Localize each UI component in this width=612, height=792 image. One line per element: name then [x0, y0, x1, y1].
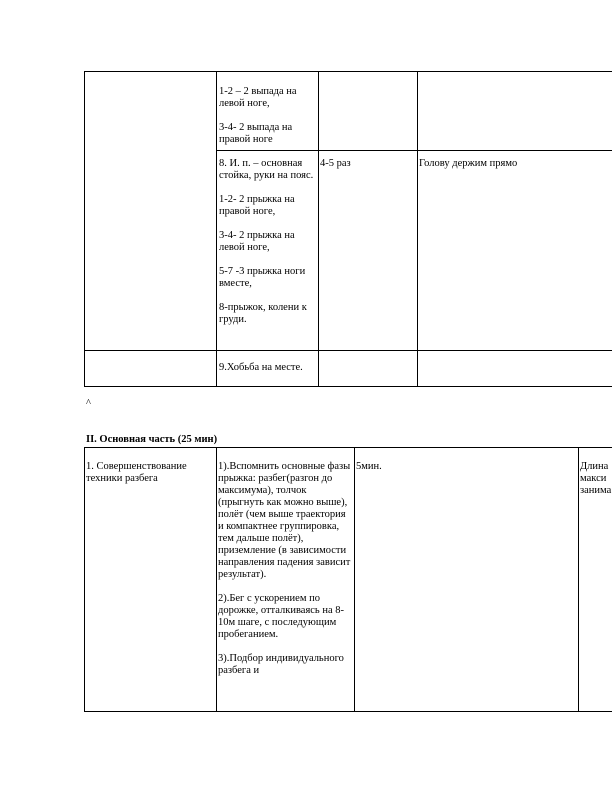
main-table-border-bottom: [84, 711, 612, 712]
column-divider-1: [216, 71, 217, 386]
table-border-left: [84, 71, 85, 386]
main-notes-cell: Длина макси занима: [580, 461, 612, 496]
warmup-row-2-dosage: 4-5 раз: [320, 158, 351, 169]
main-table-border-top: [84, 447, 612, 448]
main-table-border-left: [84, 447, 85, 712]
main-column-divider-2: [354, 447, 355, 712]
row-divider-2: [84, 350, 612, 351]
warmup-row-2-exercise: 8. И. п. – основная стойка, руки на пояс. 1-2- 2 прыжка на правой ноге, 3-4- 2 прыжка на левой ноге, 5-7 -3 прыжка ноги вместе, 8-прыжок, колени к груди.: [219, 158, 314, 325]
main-task-cell: 1. Совершенствование техники разбега: [86, 461, 187, 484]
caret-mark: ^: [86, 398, 91, 409]
main-dosage-cell: 5мин.: [356, 461, 382, 472]
main-column-divider-3: [578, 447, 579, 712]
main-column-divider-1: [216, 447, 217, 712]
main-content-cell: 1).Вспомнить основные фазы прыжка: разбег(разгон до максимума), толчок (прыгнуть как можно выше), полёт (чем выше траектория и компактнее группировка, тем дальше полёт), приземление (в зависимости направления падения зависит результат). 2).Бег с ускорением по дорожке, отталкиваясь на 8-10м шаге, с последующим пробеганием. 3).Подбор индивидуального разбега и: [218, 461, 351, 676]
warmup-row-2-notes: Голову держим прямо: [419, 158, 518, 169]
column-divider-2: [318, 71, 319, 386]
column-divider-3: [417, 71, 418, 386]
warmup-row-1-exercise: 1-2 – 2 выпада на левой ноге, 3-4- 2 выпада на правой ноге: [219, 86, 297, 145]
table-border-top: [84, 71, 612, 72]
row-divider-1: [216, 150, 612, 151]
section-heading: II. Основная часть (25 мин): [86, 434, 218, 445]
row-divider-3: [84, 386, 612, 387]
warmup-row-3-exercise: 9.Хобьба на месте.: [219, 362, 303, 373]
